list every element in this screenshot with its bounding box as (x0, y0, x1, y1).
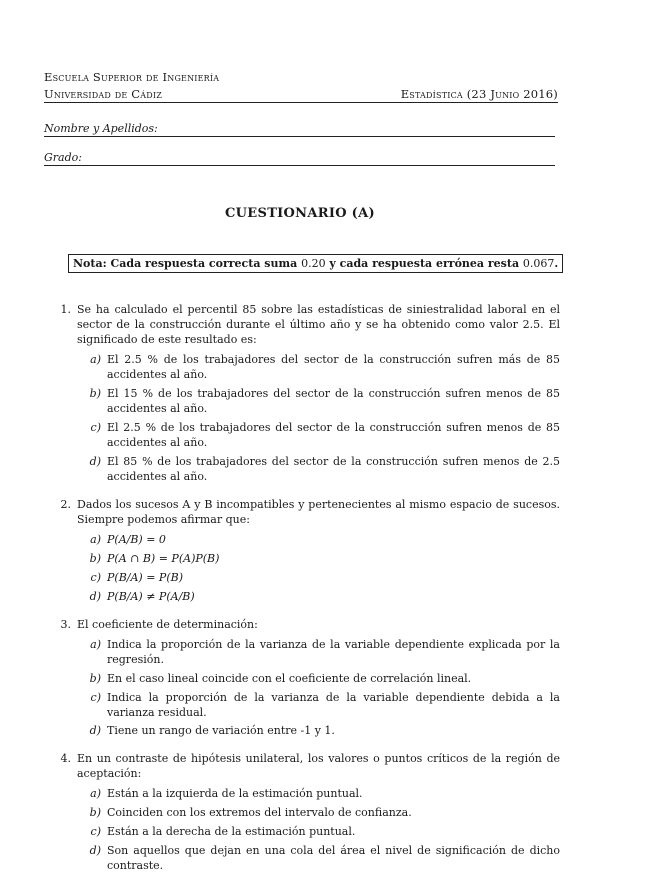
option-letter: a) (90, 638, 101, 651)
option-letter: b) (89, 805, 101, 819)
question-number: 2. (60, 498, 71, 511)
option-d (77, 843, 560, 873)
option-letter: c) (90, 690, 101, 704)
option-letter: a) (90, 353, 101, 366)
grading-note (68, 254, 563, 273)
question-1 (44, 302, 560, 488)
option-b (77, 551, 560, 566)
school-name: Escuela Superior de Ingeniería (44, 70, 220, 84)
option-text: Están a la izquierda de la estimación puntual. (107, 787, 363, 801)
name-field (44, 122, 555, 137)
question-2 (44, 497, 560, 608)
note-text-1: Nota: Cada respuesta correcta suma (73, 257, 302, 270)
option-c (77, 690, 560, 720)
options-list (77, 786, 560, 872)
grado-label: Grado: (44, 151, 82, 164)
option-text: El 2.5 % de los trabajadores del sector de la construcción sufren más de 85 accidentes al año. (107, 353, 560, 381)
option-text: Indica la proporción de la varianza de la variable dependiente explicada por la regresión. (107, 638, 560, 666)
question-list (44, 302, 560, 885)
option-formula: P(A/B) = 0 (107, 533, 166, 546)
question-text: El coeficiente de determinación: (77, 618, 258, 631)
option-b (77, 805, 560, 820)
header-rule (44, 102, 558, 103)
option-letter: a) (90, 787, 101, 801)
option-text: El 15 % de los trabajadores del sector de la construcción sufren menos de 85 accidentes al año. (107, 387, 560, 415)
question-number: 1. (60, 303, 71, 316)
option-formula: P(A ∩ B) = P(A)P(B) (107, 552, 220, 565)
option-a (77, 637, 560, 667)
option-d (77, 589, 560, 604)
note-text-2: y cada respuesta errónea resta (325, 257, 523, 270)
option-letter: d) (89, 843, 101, 857)
option-text: Coinciden con los extremos del intervalo de confianza. (107, 805, 412, 819)
option-c (77, 420, 560, 450)
option-text: En el caso lineal coincide con el coeficiente de correlación lineal. (107, 671, 472, 685)
option-formula: P(B/A) ≠ P(A/B) (107, 590, 195, 603)
header-line (44, 87, 558, 101)
option-letter: c) (90, 571, 101, 584)
option-letter: d) (89, 455, 101, 468)
option-text: Indica la proporción de la varianza de la variable dependiente debida a la varianza residual. (107, 690, 560, 719)
option-d (77, 454, 560, 484)
question-4 (44, 751, 560, 876)
question-text: Se ha calculado el percentil 85 sobre las estadísticas de siniestralidad laboral en el sector de la construcción durante el último año y se ha obtenido como valor 2.5. El significado de este resultado es: (77, 303, 560, 346)
option-d (77, 723, 560, 738)
options-list (77, 352, 560, 484)
option-text: El 2.5 % de los trabajadores del sector de la construcción sufren menos de 85 accidentes al año. (107, 421, 560, 449)
question-text: Dados los sucesos A y B incompatibles y pertenecientes al mismo espacio de sucesos. Siempre podemos afirmar que: (77, 498, 560, 526)
option-a (77, 532, 560, 547)
option-a (77, 786, 560, 801)
question-3 (44, 617, 560, 742)
option-letter: b) (89, 552, 101, 565)
option-letter: d) (89, 590, 101, 603)
option-letter: c) (90, 421, 101, 434)
option-b (77, 386, 560, 416)
options-list (77, 532, 560, 604)
option-text: Están a la derecha de la estimación puntual. (107, 824, 356, 838)
note-value-wrong: 0.067 (522, 257, 555, 270)
option-b (77, 671, 560, 686)
option-letter: b) (89, 671, 101, 685)
option-c (77, 824, 560, 839)
question-number: 4. (60, 752, 71, 766)
option-letter: a) (90, 533, 101, 546)
exam-title: Estadística (23 Junio 2016) (400, 87, 558, 101)
options-list (77, 637, 560, 738)
option-text: Son aquellos que dejan en una cola del área el nivel de significación de dicho contraste. (107, 843, 560, 872)
questionnaire-title: CUESTIONARIO (A) (225, 206, 375, 221)
option-formula: P(B/A) = P(B) (107, 571, 183, 584)
option-letter: c) (90, 824, 101, 838)
question-text: En un contraste de hipótesis unilateral, los valores o puntos críticos de la región de aceptación: (77, 752, 560, 781)
option-letter: d) (89, 724, 101, 738)
question-number: 3. (60, 618, 71, 631)
note-value-correct: 0.20 (301, 257, 326, 270)
note-text-3: . (554, 257, 559, 270)
grado-field (44, 151, 555, 166)
option-text: El 85 % de los trabajadores del sector de la construcción sufren menos de 2.5 accidentes al año. (107, 455, 560, 483)
option-c (77, 570, 560, 585)
option-text: Tiene un rango de variación entre -1 y 1. (107, 724, 335, 738)
university-name: Universidad de Cádiz (44, 87, 163, 101)
option-letter: b) (89, 387, 101, 400)
name-label: Nombre y Apellidos: (44, 122, 158, 135)
option-a (77, 352, 560, 382)
